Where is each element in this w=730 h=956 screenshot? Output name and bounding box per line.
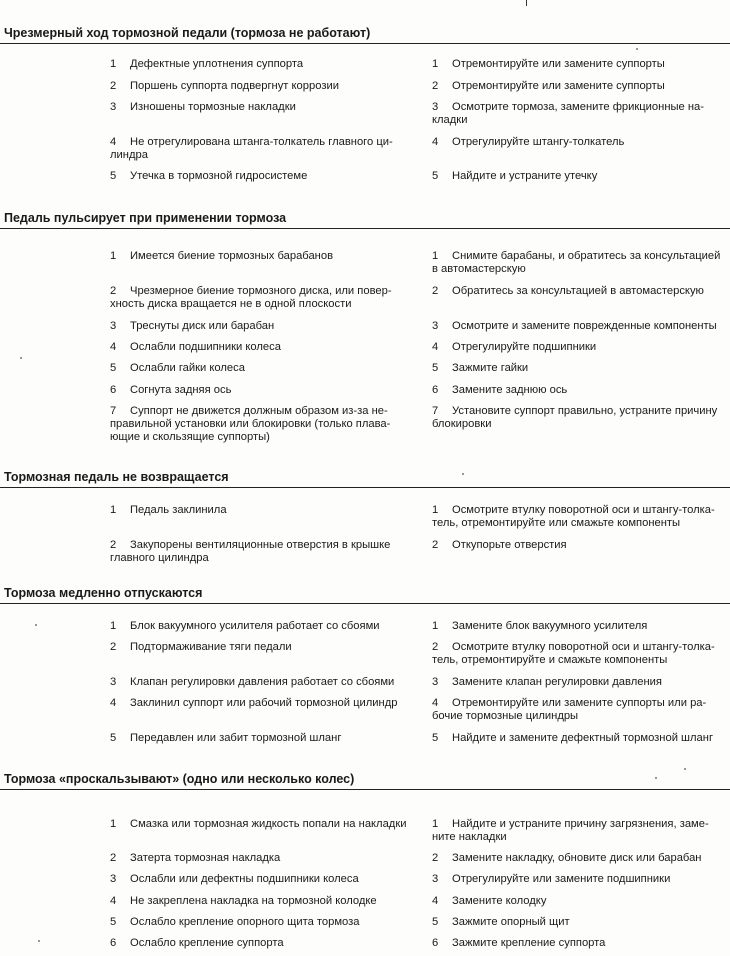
fix-text: Отремонтируйте или замените суппорты <box>452 80 665 92</box>
section-divider <box>0 789 730 790</box>
fix-text: Замените накладку, обновите диск или барабан <box>452 852 702 864</box>
fix-number: 5 <box>432 170 439 182</box>
fix-number: 2 <box>432 641 439 653</box>
cause-cell <box>110 873 412 886</box>
cause-cell <box>110 852 412 865</box>
fix-cell <box>432 818 728 844</box>
cause-cell <box>110 101 412 114</box>
fix-text: Замените заднюю ось <box>452 384 568 396</box>
scan-speck <box>38 940 40 942</box>
scan-speck <box>462 473 464 475</box>
cause-number: 2 <box>110 80 117 92</box>
scan-speck <box>20 357 22 359</box>
fix-number: 1 <box>432 504 439 516</box>
fix-text: Зажмите крепление суппорта <box>452 937 606 949</box>
cause-text: Изношены тормозные накладки <box>130 101 296 113</box>
fix-cell <box>432 937 728 950</box>
cause-text: Ослабли гайки колеса <box>130 362 245 374</box>
cause-cell <box>110 916 412 929</box>
fix-text: Отрегулируйте или замените подшипники <box>452 873 671 885</box>
fix-text: Зажмите опорный щит <box>452 916 570 928</box>
cause-number: 5 <box>110 916 117 928</box>
cause-cell <box>110 250 412 263</box>
cause-cell <box>110 937 412 950</box>
cause-number: 3 <box>110 320 117 332</box>
section-divider <box>0 603 730 604</box>
fix-text: Найдите и устраните причину загрязнения, замените накладки <box>432 818 709 843</box>
fix-text: Зажмите гайки <box>452 362 529 374</box>
fix-number: 1 <box>432 620 439 632</box>
cause-cell <box>110 170 412 183</box>
fix-number: 4 <box>432 697 439 709</box>
fix-number: 6 <box>432 937 439 949</box>
fix-number: 1 <box>432 250 439 262</box>
cause-number: 4 <box>110 895 117 907</box>
fix-number: 4 <box>432 136 439 148</box>
fix-cell <box>432 320 728 333</box>
fix-text: Осмотрите втулку поворотной оси и штангу-толкатель, отремонтируйте или смажьте компоненты <box>432 504 715 529</box>
fix-number: 3 <box>432 676 439 688</box>
cause-cell <box>110 818 412 831</box>
cause-cell <box>110 895 412 908</box>
top-rule <box>0 0 730 1</box>
fix-text: Замените клапан регулировки давления <box>452 676 662 688</box>
fix-cell <box>432 539 728 552</box>
fix-text: Откупорьте отверстия <box>452 539 567 551</box>
cause-text: Треснуты диск или барабан <box>130 320 275 332</box>
fix-cell <box>432 873 728 886</box>
cause-number: 1 <box>110 620 117 632</box>
fix-cell <box>432 504 728 530</box>
fix-text: Установите суппорт правильно, устраните причину блокировки <box>432 405 718 430</box>
cause-text: Суппорт не движется должным образом из-за неправильной установки или блокировки (только плавающие и скользящие суппорты) <box>110 405 391 443</box>
cause-text: Не отрегулирована штанга-толкатель главного цилиндра <box>110 136 393 161</box>
cause-text: Не закреплена накладка на тормозной колодке <box>130 895 377 907</box>
section-divider <box>0 43 730 44</box>
fix-number: 6 <box>432 384 439 396</box>
cause-cell <box>110 362 412 375</box>
section-title: Чрезмерный ход тормозной педали (тормоза не работают) <box>4 26 371 40</box>
scan-speck <box>655 777 657 779</box>
fix-cell <box>432 916 728 929</box>
cause-number: 1 <box>110 58 117 70</box>
fix-cell <box>432 136 728 149</box>
cause-cell <box>110 539 412 565</box>
cause-number: 5 <box>110 362 117 374</box>
cause-cell <box>110 320 412 333</box>
fix-text: Отрегулируйте штангу-толкатель <box>452 136 625 148</box>
scan-speck <box>636 48 638 50</box>
cause-cell <box>110 285 412 311</box>
cause-number: 6 <box>110 937 117 949</box>
fix-text: Осмотрите и замените поврежденные компоненты <box>452 320 717 332</box>
section-divider <box>0 228 730 229</box>
cause-cell <box>110 504 412 517</box>
cause-text: Утечка в тормозной гидросистеме <box>130 170 308 182</box>
cause-text: Ослабло крепление суппорта <box>130 937 284 949</box>
fix-number: 4 <box>432 895 439 907</box>
cause-text: Клапан регулировки давления работает со сбоями <box>130 676 395 688</box>
cause-number: 2 <box>110 852 117 864</box>
cause-cell <box>110 732 412 745</box>
fix-text: Замените блок вакуумного усилителя <box>452 620 648 632</box>
cause-number: 2 <box>110 641 117 653</box>
cause-cell <box>110 641 412 654</box>
fix-number: 5 <box>432 362 439 374</box>
cause-text: Имеется биение тормозных барабанов <box>130 250 334 262</box>
fix-number: 3 <box>432 101 439 113</box>
fix-text: Снимите барабаны, и обратитесь за консультацией в автомастерскую <box>432 250 721 275</box>
fix-text: Обратитесь за консультацией в автомастерскую <box>452 285 704 297</box>
cause-number: 1 <box>110 504 117 516</box>
fix-text: Отрегулируйте подшипники <box>452 341 597 353</box>
fix-cell <box>432 285 728 298</box>
cause-number: 5 <box>110 170 117 182</box>
cause-cell <box>110 384 412 397</box>
cause-text: Ослабли или дефектны подшипники колеса <box>130 873 359 885</box>
cause-number: 4 <box>110 341 117 353</box>
cause-number: 2 <box>110 539 117 551</box>
fix-number: 4 <box>432 341 439 353</box>
cause-text: Блок вакуумного усилителя работает со сбоями <box>130 620 380 632</box>
cause-number: 2 <box>110 285 117 297</box>
fix-text: Осмотрите тормоза, замените фрикционные накладки <box>432 101 705 126</box>
section-title: Тормозная педаль не возвращается <box>4 470 229 484</box>
cause-text: Заклинил суппорт или рабочий тормозной цилиндр <box>130 697 398 709</box>
fix-cell <box>432 676 728 689</box>
fix-number: 3 <box>432 873 439 885</box>
fix-number: 5 <box>432 732 439 744</box>
section-title: Тормоза медленно отпускаются <box>4 586 203 600</box>
fix-number: 2 <box>432 852 439 864</box>
cause-text: Дефектные уплотнения суппорта <box>130 58 304 70</box>
fix-cell <box>432 641 728 667</box>
section-title: Педаль пульсирует при применении тормоза <box>4 211 287 225</box>
fix-number: 3 <box>432 320 439 332</box>
cause-number: 4 <box>110 697 117 709</box>
cause-cell <box>110 676 412 689</box>
cause-cell <box>110 405 412 444</box>
fix-cell <box>432 697 728 723</box>
cause-number: 1 <box>110 250 117 262</box>
cause-text: Ослабли подшипники колеса <box>130 341 281 353</box>
cause-cell <box>110 620 412 633</box>
fix-cell <box>432 384 728 397</box>
fix-text: Найдите и замените дефектный тормозной шланг <box>452 732 714 744</box>
fix-cell <box>432 405 728 431</box>
fix-text: Отремонтируйте или замените суппорты <box>452 58 665 70</box>
fix-text: Найдите и устраните утечку <box>452 170 598 182</box>
cause-text: Согнута задняя ось <box>130 384 232 396</box>
cause-text: Смазка или тормозная жидкость попали на накладки <box>130 818 407 830</box>
fix-cell <box>432 895 728 908</box>
cause-number: 7 <box>110 405 117 417</box>
fix-number: 7 <box>432 405 439 417</box>
cause-text: Поршень суппорта подвергнут коррозии <box>130 80 339 92</box>
cause-text: Чрезмерное биение тормозного диска, или поверхность диска вращается не в одной плоскости <box>110 285 392 310</box>
cause-cell <box>110 697 412 710</box>
fix-number: 5 <box>432 916 439 928</box>
cause-number: 3 <box>110 676 117 688</box>
fix-text: Отремонтируйте или замените суппорты или рабочие тормозные цилиндры <box>432 697 707 722</box>
fix-cell <box>432 362 728 375</box>
cause-text: Подтормаживание тяги педали <box>130 641 292 653</box>
fix-text: Замените колодку <box>452 895 547 907</box>
cause-number: 3 <box>110 101 117 113</box>
fix-cell <box>432 80 728 93</box>
fix-cell <box>432 341 728 354</box>
cause-number: 1 <box>110 818 117 830</box>
scan-speck <box>35 624 37 626</box>
fix-number: 2 <box>432 285 439 297</box>
cause-text: Закупорены вентиляционные отверстия в крышке главного цилиндра <box>110 539 391 564</box>
section-divider <box>0 487 730 488</box>
fix-number: 1 <box>432 58 439 70</box>
cause-text: Передавлен или забит тормозной шланг <box>130 732 342 744</box>
fix-cell <box>432 170 728 183</box>
fix-cell <box>432 58 728 71</box>
cause-cell <box>110 136 412 162</box>
cause-text: Затерта тормозная накладка <box>130 852 281 864</box>
fix-cell <box>432 732 728 745</box>
cause-number: 6 <box>110 384 117 396</box>
section-title: Тормоза «проскальзывают» (одно или несколько колес) <box>4 772 355 786</box>
fix-cell <box>432 620 728 633</box>
cause-cell <box>110 80 412 93</box>
cause-cell <box>110 58 412 71</box>
cause-number: 3 <box>110 873 117 885</box>
fix-text: Осмотрите втулку поворотной оси и штангу-толкатель, отремонтируйте и смажьте компоненты <box>432 641 715 666</box>
cause-text: Ослабло крепление опорного щита тормоза <box>130 916 360 928</box>
cause-text: Педаль заклинила <box>130 504 227 516</box>
fix-cell <box>432 250 728 276</box>
cause-cell <box>110 341 412 354</box>
cause-number: 4 <box>110 136 117 148</box>
fix-cell <box>432 101 728 127</box>
fix-cell <box>432 852 728 865</box>
fix-number: 2 <box>432 539 439 551</box>
fix-number: 1 <box>432 818 439 830</box>
scan-speck <box>684 768 686 770</box>
fix-number: 2 <box>432 80 439 92</box>
cause-number: 5 <box>110 732 117 744</box>
